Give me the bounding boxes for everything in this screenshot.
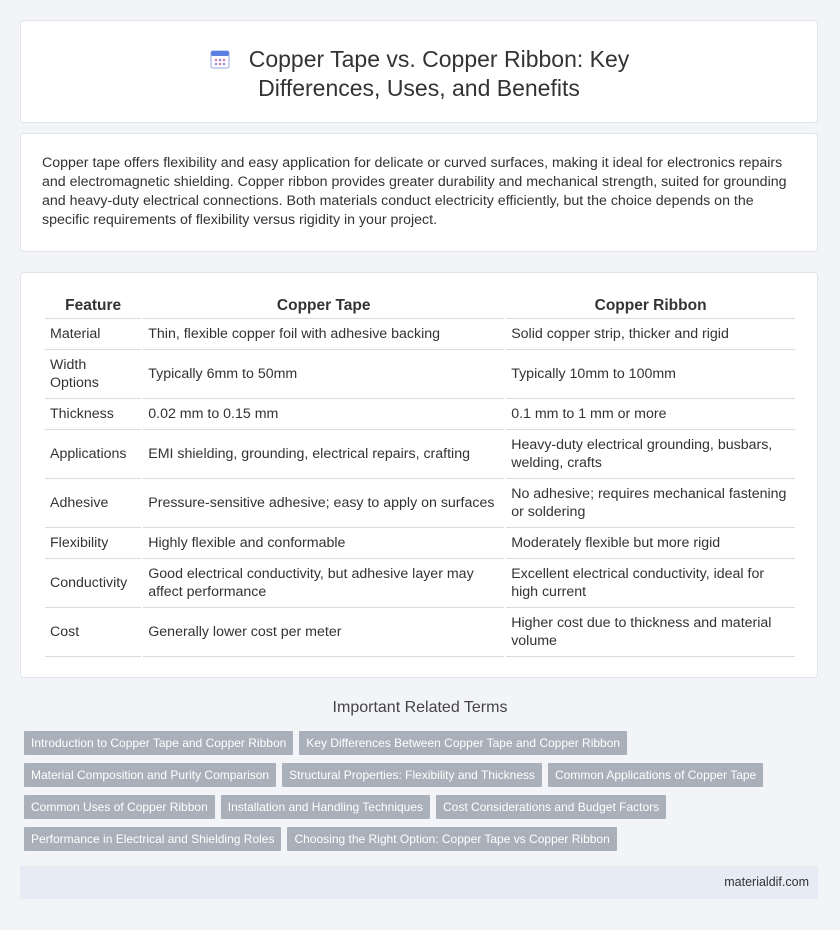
calendar-icon	[209, 48, 231, 70]
row-feature: Applications	[45, 430, 141, 479]
related-term-tag[interactable]: Cost Considerations and Budget Factors	[436, 795, 666, 819]
header-copper-tape: Copper Tape	[143, 294, 504, 319]
row-tape-value: Good electrical conductivity, but adhesive layer may affect performance	[143, 559, 504, 608]
table-row	[45, 350, 795, 399]
row-feature: Cost	[45, 608, 141, 657]
related-term-tag[interactable]: Performance in Electrical and Shielding Roles	[24, 827, 281, 851]
comparison-table	[43, 294, 797, 657]
intro-paragraph: Copper tape offers flexibility and easy application for delicate or curved surfaces, making it ideal for electronics repairs and electromagnetic shielding. Copper ribbon provides greater durability and mechanical strength, suited for grounding and heavy-duty electrical connections. Both materials conduct electricity efficiently, but the choice depends on the specific requirements of flexibility versus rigidity in your project.	[42, 155, 787, 228]
row-tape-value: Generally lower cost per meter	[143, 608, 504, 657]
row-tape-value: Thin, flexible copper foil with adhesive backing	[143, 319, 504, 350]
row-feature: Thickness	[45, 399, 141, 430]
row-feature: Width Options	[45, 350, 141, 399]
page-title: Copper Tape vs. Copper Ribbon: Key Differences, Uses, and Benefits	[248, 46, 630, 101]
related-term-tag[interactable]: Installation and Handling Techniques	[221, 795, 430, 819]
row-ribbon-value: Excellent electrical conductivity, ideal for high current	[506, 559, 795, 608]
table-row	[45, 319, 795, 350]
row-tape-value: Typically 6mm to 50mm	[143, 350, 504, 399]
related-term-tag[interactable]: Introduction to Copper Tape and Copper Ribbon	[24, 731, 293, 755]
row-feature: Flexibility	[45, 528, 141, 559]
comparison-table-card	[20, 272, 818, 678]
table-row	[45, 430, 795, 479]
footer-bar	[20, 866, 818, 899]
related-term-tag[interactable]: Common Applications of Copper Tape	[548, 763, 763, 787]
row-feature: Adhesive	[45, 479, 141, 528]
table-row	[45, 479, 795, 528]
row-tape-value: EMI shielding, grounding, electrical repairs, crafting	[143, 430, 504, 479]
table-row	[45, 608, 795, 657]
row-feature: Conductivity	[45, 559, 141, 608]
related-term-tag[interactable]: Choosing the Right Option: Copper Tape vs Copper Ribbon	[287, 827, 616, 851]
row-tape-value: Pressure-sensitive adhesive; easy to apply on surfaces	[143, 479, 504, 528]
page-title-row	[21, 45, 817, 103]
row-ribbon-value: Moderately flexible but more rigid	[506, 528, 795, 559]
intro-card	[20, 133, 818, 252]
header-feature: Feature	[45, 294, 141, 319]
related-term-tag[interactable]: Material Composition and Purity Comparison	[24, 763, 276, 787]
row-ribbon-value: Typically 10mm to 100mm	[506, 350, 795, 399]
related-term-tag[interactable]: Common Uses of Copper Ribbon	[24, 795, 215, 819]
table-row	[45, 399, 795, 430]
header-copper-ribbon: Copper Ribbon	[506, 294, 795, 319]
row-tape-value: Highly flexible and conformable	[143, 528, 504, 559]
row-ribbon-value: Heavy-duty electrical grounding, busbars, welding, crafts	[506, 430, 795, 479]
table-row	[45, 528, 795, 559]
title-card	[20, 20, 818, 123]
related-term-tag[interactable]: Key Differences Between Copper Tape and Copper Ribbon	[299, 731, 627, 755]
row-tape-value: 0.02 mm to 0.15 mm	[143, 399, 504, 430]
row-ribbon-value: Higher cost due to thickness and material volume	[506, 608, 795, 657]
related-terms-heading: Important Related Terms	[332, 699, 508, 716]
row-feature: Material	[45, 319, 141, 350]
footer-site-link[interactable]: materialdif.com	[724, 875, 809, 889]
row-ribbon-value: No adhesive; requires mechanical fastening or soldering	[506, 479, 795, 528]
table-row	[45, 559, 795, 608]
table-header-row	[45, 294, 795, 319]
related-term-tag[interactable]: Structural Properties: Flexibility and Thickness	[282, 763, 542, 787]
row-ribbon-value: 0.1 mm to 1 mm or more	[506, 399, 795, 430]
related-terms-list	[24, 731, 804, 859]
row-ribbon-value: Solid copper strip, thicker and rigid	[506, 319, 795, 350]
